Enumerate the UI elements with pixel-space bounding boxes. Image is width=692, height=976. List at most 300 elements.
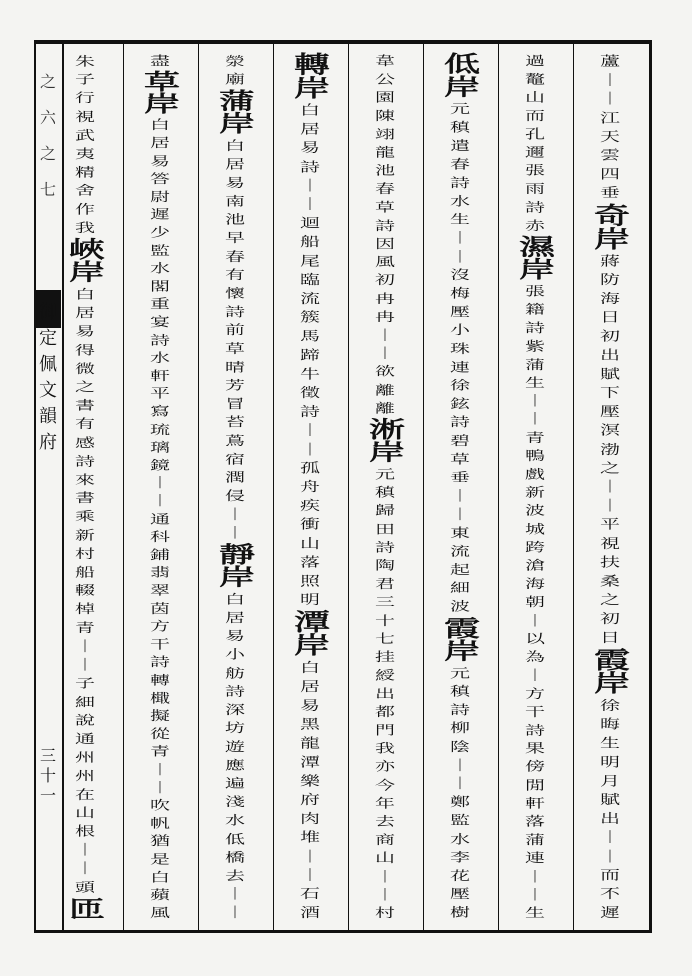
column-divider (123, 44, 124, 930)
glyph: 連 (525, 850, 545, 866)
glyph: 詩 (450, 701, 470, 718)
glyph: 得 (75, 342, 95, 358)
glyph: 根 (75, 823, 95, 839)
glyph: 池 (375, 162, 395, 178)
glyph: 行 (75, 90, 95, 106)
glyph: 果 (525, 740, 545, 756)
glyph: 吹 (150, 797, 170, 813)
glyph: 徵 (300, 384, 320, 401)
glyph: 草 (450, 451, 470, 467)
glyph: 青 (150, 744, 170, 759)
glyph: ｜ (600, 72, 620, 88)
glyph: 易 (300, 139, 320, 156)
entry-text (219, 137, 251, 321)
glyph: 而 (525, 108, 545, 124)
glyph: 岸 (444, 74, 481, 101)
glyph: ｜ (375, 886, 395, 902)
glyph: 水 (150, 260, 170, 276)
glyph: ｜ (225, 904, 245, 920)
glyph: 山 (75, 805, 95, 821)
entry-text (519, 685, 551, 923)
glyph: 夷 (75, 145, 95, 162)
glyph: ｜ (300, 196, 320, 212)
glyph: 定 (39, 328, 57, 349)
glyph: ｜ (450, 506, 470, 522)
glyph: 白 (150, 117, 170, 133)
entry-text (594, 459, 626, 647)
glyph: 明 (300, 592, 320, 608)
glyph: 小 (450, 322, 470, 338)
glyph: ｜ (150, 493, 170, 509)
glyph: 小 (225, 646, 245, 662)
glyph: 七 (39, 180, 56, 199)
glyph: 坊 (225, 720, 245, 736)
glyph: 徐 (450, 377, 470, 393)
glyph: ｜ (525, 868, 545, 884)
glyph: 潤 (225, 469, 245, 485)
glyph: ｜ (600, 829, 620, 845)
glyph: 之 (600, 592, 620, 608)
glyph: ｜ (525, 886, 545, 902)
glyph: ｜ (150, 762, 170, 777)
glyph: 居 (300, 678, 320, 695)
glyph: 宿 (225, 451, 245, 467)
glyph: 溟 (600, 422, 620, 439)
glyph: 潭 (294, 608, 331, 637)
glyph: ｜ (600, 479, 620, 495)
entry-heading (444, 615, 481, 665)
glyph: 之 (75, 379, 95, 395)
glyph: 邇 (525, 144, 545, 160)
glyph: 居 (150, 135, 170, 151)
glyph: 應 (225, 757, 245, 773)
glyph: 村 (75, 545, 95, 562)
glyph: 茵 (150, 601, 170, 616)
glyph: 梅 (450, 285, 470, 301)
entry-text (219, 52, 251, 89)
glyph: 不 (600, 885, 620, 902)
glyph: 舟 (300, 479, 320, 495)
glyph: ｜ (300, 422, 320, 439)
glyph: 橋 (225, 849, 245, 865)
glyph: 詩 (300, 403, 320, 420)
glyph: 詩 (375, 217, 395, 233)
glyph: 岸 (294, 74, 331, 102)
entry-text (219, 590, 251, 737)
glyph: 冒 (225, 396, 245, 412)
glyph: 居 (225, 609, 245, 625)
glyph: ｜ (450, 230, 470, 246)
glyph: 文 (39, 380, 57, 401)
glyph: 樂 (300, 772, 320, 789)
glyph: 居 (75, 305, 95, 321)
glyph: ｜ (375, 868, 395, 884)
glyph: 軒 (150, 368, 170, 384)
text-column (294, 51, 331, 922)
glyph: 蘋 (150, 887, 170, 903)
glyph: ｜ (300, 867, 320, 883)
glyph: 田 (375, 521, 395, 537)
glyph: 壓 (450, 886, 470, 902)
glyph: 春 (375, 181, 395, 197)
glyph: 易 (150, 153, 170, 169)
glyph: 岸 (144, 91, 181, 118)
glyph: 門 (375, 722, 395, 738)
glyph: 細 (450, 580, 470, 596)
glyph: 鏡 (150, 457, 170, 473)
glyph: 稹 (450, 683, 470, 699)
glyph: 四 (600, 166, 620, 182)
glyph: ｜ (600, 90, 620, 107)
glyph: 草 (375, 199, 395, 215)
glyph: 臨 (300, 271, 320, 288)
glyph: 易 (300, 697, 320, 714)
glyph: 少 (150, 225, 170, 240)
glyph: 詩 (525, 320, 545, 336)
glyph: 十 (39, 766, 56, 785)
glyph: 舫 (225, 665, 245, 681)
glyph: 陰 (450, 738, 470, 754)
glyph: 孤 (300, 460, 320, 476)
glyph: ｜ (300, 441, 320, 457)
glyph: 晴 (225, 359, 245, 375)
glyph: 海 (525, 576, 545, 592)
glyph: 方 (525, 685, 545, 701)
glyph: 海 (600, 290, 620, 307)
glyph: 鋪 (150, 547, 170, 563)
glyph: 山 (525, 89, 545, 105)
glyph: 我 (375, 740, 395, 756)
glyph: 感 (75, 434, 95, 450)
glyph: 閒 (525, 777, 545, 793)
glyph: 易 (225, 628, 245, 644)
glyph: ｜ (525, 612, 545, 628)
glyph: 因 (375, 236, 395, 252)
glyph: 岸 (519, 256, 556, 284)
glyph: 韋 (375, 53, 395, 69)
glyph: 來 (75, 471, 95, 487)
entry-text (444, 793, 476, 922)
glyph: ｜ (150, 780, 170, 795)
entry-text (594, 252, 626, 459)
glyph: 出 (600, 810, 620, 827)
glyph: 棹 (75, 601, 95, 617)
glyph: 岸 (219, 110, 256, 138)
glyph: 冉 (375, 290, 395, 306)
glyph: 稹 (375, 484, 395, 500)
glyph: 龍 (375, 144, 395, 160)
glyph: 子 (75, 675, 95, 691)
glyph: 去 (375, 813, 395, 829)
glyph: 岸 (594, 225, 631, 253)
glyph: 之 (39, 72, 56, 91)
glyph: 日 (600, 309, 620, 325)
glyph: 詩 (525, 722, 545, 738)
glyph: 連 (450, 359, 470, 375)
glyph: 平 (600, 516, 620, 533)
glyph: 牛 (300, 366, 320, 382)
left-border (62, 40, 64, 933)
glyph: 詩 (300, 158, 320, 175)
glyph: 流 (300, 290, 320, 307)
glyph: 照 (300, 573, 320, 589)
glyph: 壓 (600, 403, 620, 420)
glyph: 鄭 (450, 794, 470, 810)
glyph: 稹 (450, 119, 470, 135)
glyph: 肉 (300, 810, 320, 827)
entry-text (69, 52, 101, 237)
glyph: 岸 (444, 638, 481, 665)
glyph: 馬 (300, 328, 320, 344)
glyph: 日 (600, 629, 620, 646)
glyph: ｜ (300, 848, 320, 864)
column-divider (198, 44, 199, 930)
glyph: 生 (525, 905, 545, 921)
entry-text (369, 52, 401, 235)
text-column (369, 52, 406, 922)
glyph: 年 (375, 795, 395, 811)
glyph: 詩 (450, 414, 470, 430)
glyph: 船 (75, 564, 95, 580)
entry-text (444, 100, 476, 358)
column-divider (273, 44, 274, 930)
entry-heading (594, 646, 631, 697)
glyph: 舍 (75, 182, 95, 199)
glyph: 新 (75, 527, 95, 543)
glyph: 書 (75, 490, 95, 506)
glyph: 風 (150, 905, 170, 921)
glyph: 村 (375, 905, 395, 921)
glyph: 輟 (75, 582, 95, 599)
text-column (594, 52, 631, 922)
glyph: ｜ (600, 497, 620, 514)
glyph: 碧 (450, 432, 470, 449)
glyph: 離 (375, 400, 395, 416)
glyph: 生 (600, 735, 620, 751)
entry-heading (369, 416, 406, 466)
glyph: 韻 (39, 406, 57, 427)
column-divider (573, 44, 574, 930)
glyph: 水 (450, 830, 470, 847)
glyph: 歸 (375, 503, 395, 519)
glyph: 波 (525, 503, 545, 519)
glyph: 府 (300, 791, 320, 808)
glyph: 渤 (600, 441, 620, 457)
glyph: 詩 (75, 453, 95, 469)
glyph: 州 (75, 767, 95, 784)
glyph: 視 (600, 535, 620, 552)
glyph: 一 (39, 786, 56, 805)
glyph: 欲 (375, 364, 395, 380)
entry-text (144, 116, 176, 510)
entry-text (594, 696, 626, 809)
glyph: 流 (450, 543, 470, 559)
glyph: 視 (75, 108, 95, 125)
glyph: 通 (150, 511, 170, 527)
entry-heading (294, 608, 331, 660)
glyph: ｜ (525, 411, 545, 427)
entry-text (294, 101, 326, 365)
glyph: 匝 (69, 895, 106, 923)
glyph: 水 (450, 193, 470, 209)
glyph: 帆 (150, 815, 170, 831)
entry-heading (69, 236, 106, 286)
page-number (36, 746, 60, 806)
glyph: 懷 (225, 285, 245, 301)
entry-text (369, 703, 401, 922)
glyph: 三 (375, 594, 395, 610)
glyph: 有 (225, 267, 245, 283)
glyph: 鉉 (450, 396, 470, 412)
glyph: 奇 (594, 202, 631, 230)
glyph: ｜ (450, 775, 470, 791)
column-divider (498, 44, 499, 930)
glyph: 春 (225, 248, 245, 264)
glyph: 賦 (600, 791, 620, 808)
text-column (444, 51, 481, 922)
glyph: ｜ (300, 177, 320, 194)
glyph: 詩 (150, 654, 170, 670)
glyph: 細 (75, 693, 95, 710)
glyph: 岸 (219, 564, 256, 591)
glyph: 落 (300, 554, 320, 570)
glyph: ｜ (225, 506, 245, 522)
glyph: 水 (150, 350, 170, 366)
text-column (144, 52, 181, 922)
glyph: 離 (375, 382, 395, 398)
glyph: 琉 (150, 422, 170, 437)
glyph: 紫 (525, 338, 545, 354)
glyph: 青 (75, 619, 95, 636)
glyph: ｜ (75, 638, 95, 654)
glyph: 去 (225, 867, 245, 883)
glyph: 岸 (369, 439, 406, 466)
glyph: 檝 (150, 690, 170, 706)
glyph: 月 (600, 772, 620, 789)
bottom-border (36, 930, 652, 933)
glyph: 君 (375, 576, 395, 592)
glyph: 酒 (300, 904, 320, 921)
glyph: 從 (150, 726, 170, 742)
glyph: 扶 (600, 554, 620, 570)
glyph: 遍 (225, 775, 245, 791)
glyph: 猶 (150, 833, 170, 849)
glyph: 芳 (225, 377, 245, 393)
glyph: 居 (225, 156, 245, 172)
glyph: 過 (525, 53, 545, 69)
entry-heading (219, 541, 256, 591)
entry-text (369, 465, 401, 703)
glyph: 雨 (525, 181, 545, 197)
glyph: 徐 (600, 697, 620, 714)
glyph: 府 (39, 432, 57, 453)
glyph: 在 (75, 786, 95, 802)
glyph: 書 (75, 397, 95, 413)
glyph: 淺 (225, 794, 245, 810)
glyph: 十 (375, 612, 395, 628)
glyph: 州 (75, 749, 95, 765)
glyph: 下 (600, 384, 620, 401)
glyph: 乘 (75, 508, 95, 524)
glyph: ｜ (225, 886, 245, 902)
glyph: 以 (525, 630, 545, 647)
glyph: 白 (300, 659, 320, 676)
glyph: 詩 (525, 199, 545, 215)
glyph: 干 (525, 704, 545, 720)
glyph: 白 (225, 591, 245, 607)
glyph: 閣 (150, 278, 170, 294)
glyph: 桑 (600, 573, 620, 589)
glyph: 之 (39, 144, 56, 163)
glyph: 公 (375, 71, 395, 87)
glyph: 蘆 (600, 53, 620, 69)
glyph: 霞 (444, 615, 481, 642)
glyph: 說 (75, 712, 95, 728)
glyph: 朝 (525, 594, 545, 610)
glyph: 冉 (375, 309, 395, 325)
glyph: 陳 (375, 108, 395, 124)
right-border (649, 40, 652, 933)
glyph: 璃 (150, 439, 170, 455)
glyph: 珠 (450, 340, 470, 356)
glyph: 岸 (294, 632, 331, 660)
glyph: 新 (525, 484, 545, 500)
glyph: ｜ (150, 475, 170, 491)
glyph: 防 (600, 271, 620, 288)
glyph: 雲 (600, 147, 620, 163)
glyph: 深 (225, 701, 245, 718)
glyph: 起 (450, 561, 470, 578)
glyph: 樹 (450, 904, 470, 920)
glyph: 易 (75, 323, 95, 339)
glyph: 草 (225, 340, 245, 356)
glyph: 陶 (375, 557, 395, 573)
glyph: 簇 (300, 309, 320, 325)
column-divider (348, 44, 349, 930)
glyph: 宴 (150, 314, 170, 330)
glyph: 張 (525, 162, 545, 178)
glyph: 沒 (450, 267, 470, 283)
glyph: 滎 (225, 53, 245, 69)
entry-text (444, 664, 476, 793)
glyph: 我 (75, 219, 95, 236)
glyph: 風 (375, 254, 395, 270)
glyph: 白 (225, 138, 245, 154)
glyph: ｜ (450, 488, 470, 504)
glyph: 垂 (450, 469, 470, 485)
glyph: 濕 (519, 234, 556, 261)
glyph: ｜ (525, 667, 545, 683)
glyph: 侵 (225, 488, 245, 504)
glyph: 水 (225, 812, 245, 828)
glyph: 蔦 (225, 432, 245, 449)
glyph: 佩 (39, 354, 57, 375)
glyph: 池 (225, 211, 245, 227)
margin-book-title (36, 300, 60, 456)
glyph: 疾 (300, 497, 320, 514)
entry-text (294, 790, 326, 922)
entry-text (69, 285, 101, 507)
glyph: 峽 (69, 236, 106, 264)
text-column (519, 52, 556, 922)
glyph: 三 (39, 746, 56, 765)
entry-text (519, 520, 551, 685)
glyph: 青 (525, 429, 545, 445)
glyph: 前 (225, 322, 245, 338)
glyph: 擬 (150, 708, 170, 724)
glyph: 蒲 (525, 832, 545, 848)
glyph: 白 (75, 286, 95, 302)
